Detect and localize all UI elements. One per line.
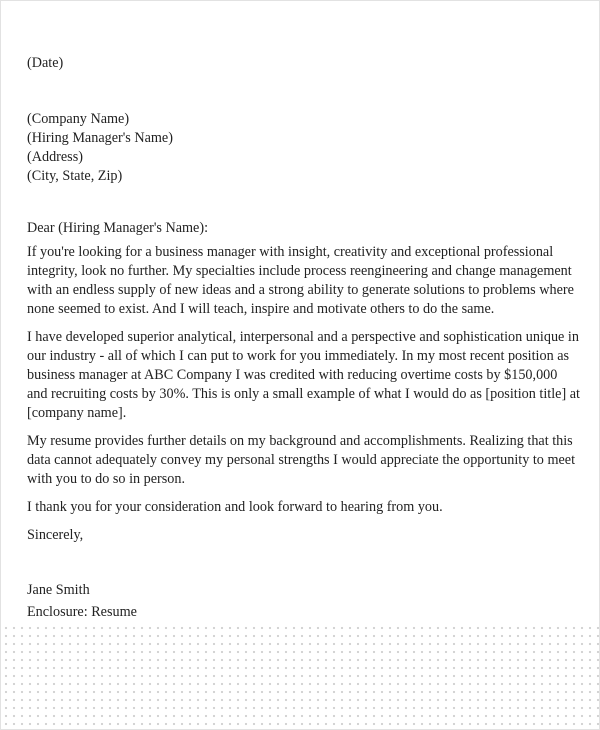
closing: Sincerely,	[27, 527, 84, 543]
salutation: Dear (Hiring Manager's Name):	[27, 220, 209, 236]
paragraph-line: I have developed superior analytical, interpersonal and a perspective and sophistication unique in	[27, 329, 579, 345]
recipient-manager: (Hiring Manager's Name)	[27, 130, 173, 146]
paragraph-2	[27, 328, 580, 423]
cover-letter	[27, 54, 580, 622]
paragraph-line: none seemed to exist. And I will teach, inspire and motivate others to do the same.	[27, 301, 495, 317]
paragraph-3	[27, 432, 576, 489]
signature-name: Jane Smith	[27, 582, 90, 598]
recipient-company: (Company Name)	[27, 111, 130, 127]
paragraph-line: with you to do so in person.	[27, 471, 186, 487]
paragraph-line: and recruiting costs by 30%. This is only a small example of what I would do as [position title] at	[27, 386, 580, 402]
paragraph-line: business manager at ABC Company I was credited with reducing overtime costs by $150,000	[27, 367, 558, 383]
letter-date: (Date)	[27, 55, 64, 71]
recipient-address: (Address)	[27, 149, 83, 165]
paragraph-4	[27, 498, 572, 517]
paragraph-line: our industry - all of which I can put to work for you immediately. In my most recent position as	[27, 348, 570, 364]
dotted-background-pattern	[0, 622, 600, 730]
paragraph-line: integrity, look no further. My specialties include process reengineering and change management	[27, 263, 572, 279]
paragraph-line: [company name].	[27, 405, 127, 421]
paragraph-1	[27, 243, 572, 319]
paragraph-line: My resume provides further details on my background and accomplishments. Realizing that this	[27, 433, 573, 449]
enclosure-row	[27, 603, 572, 622]
paragraph-line: with an endless supply of new ideas and a strong ability to generate solutions to problems where	[27, 282, 574, 298]
recipient-block	[27, 110, 572, 186]
recipient-city-state-zip: (City, State, Zip)	[27, 168, 123, 184]
enclosure-note: Enclosure: Resume	[27, 603, 141, 622]
paragraph-line: I thank you for your consideration and look forward to hearing from you.	[27, 499, 443, 515]
paragraph-line: If you're looking for a business manager with insight, creativity and exceptional professional	[27, 244, 554, 260]
paragraph-line: data cannot adequately convey my personal strengths I would appreciate the opportunity to meet	[27, 452, 576, 468]
